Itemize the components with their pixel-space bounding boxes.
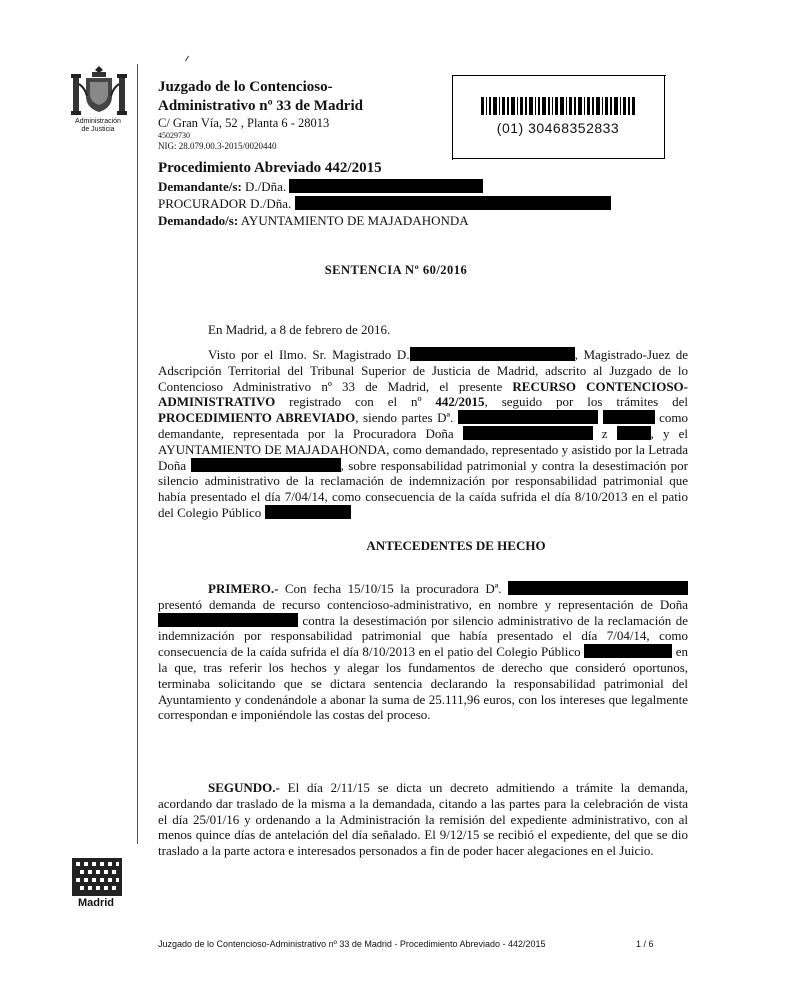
defendant-line <box>158 213 469 229</box>
redacted-name <box>158 613 298 627</box>
procurador-label: PROCURADOR D./Dña. <box>158 196 292 211</box>
barcode-number: (01) 30468352833 <box>496 120 620 136</box>
intro-paragraph: Visto por el Ilmo. Sr. Magistrado D. , Magistrado-Juez de Adscripción Territorial del Tribunal Superior de Justicia de Madrid, adscrito al Juzgado de lo Contencioso Administrativo nº 33 de Madrid, el presente RECURSO CONTENCIOSO-ADMINISTRATIVO registrado con el nº 442/2015, seguido por los trámites del PROCEDIMIENTO ABREVIADO, siendo partes Dª. como demandante, representada por la Procuradora Doña z , y el AYUNTAMIENTO DE MAJADAHONDA, como demandado, representado y asistido por la Letrada Doña , sobre responsabilidad patrimonial y contra la desestimación por silencio administrativo de la reclamación de indemnización por responsabilidad patrimonial que había presentado el día 7/04/14, como consecuencia de la caída sufrida el día 8/10/2013 en el patio del Colegio Público <box>158 347 689 520</box>
sentence-title: SENTENCIA Nº 60/2016 <box>324 263 468 277</box>
segundo-paragraph: SEGUNDO.- El día 2/11/15 se dicta un decreto admitiendo a trámite la demanda, acordando dar traslado de la misma a la demandada, citando a las partes para la celebración de vista el día 25/01/16 y ordenando a la Administración la remisión del expediente administrativo, con al menos quince días de antelación del día señalado. El 9/12/15 se recibió el expediente, del que se dio traslado a la parte actora e interesados personados a fin de poder hacer alegaciones en el Juicio. <box>158 780 688 859</box>
plaintiff-value: D./Dña. <box>245 179 287 194</box>
madrid-logo-icon <box>72 858 122 896</box>
scan-mark <box>185 56 189 62</box>
redacted-name <box>508 581 688 595</box>
barcode-box-edge <box>664 75 665 159</box>
redacted-name <box>458 410 598 424</box>
primero-paragraph: PRIMERO.- Con fecha 15/10/15 la procuradora Dª. presentó demanda de recurso contencioso-administrativo, en nombre y representación de Doña contra la desestimación por silencio administrativo de la reclamación de indemnización por responsabilidad patrimonial que había presentado el día 7/04/14, como consecuencia de la caída sufrida el día 8/10/2013 en el patio del Colegio Público en la que, tras referir los hechos y alegar los fundamentos de derecho que consideró oportunos, terminaba solicitando que se dictara sentencia declarando la responsabilidad patrimonial del Ayuntamiento y condenándole a abonar la suma de 25.111,96 euros, con los intereses que legalmente correspondan e imponiéndole las costas del proceso. <box>158 581 688 723</box>
redacted-name <box>603 410 655 424</box>
barcode-icon <box>481 97 635 115</box>
admin-justicia-label: Administración de Justicia <box>75 118 121 133</box>
page-footer: Juzgado de lo Contencioso-Administrativo nº 33 de Madrid - Procedimiento Abreviado - 442/2015 <box>158 939 546 949</box>
plaintiff-line <box>158 179 483 195</box>
redacted-name <box>191 458 341 472</box>
redacted-name <box>584 644 672 658</box>
redacted-name <box>463 426 593 440</box>
procurador-line <box>158 196 611 212</box>
barcode-box <box>452 75 666 160</box>
redacted-name <box>295 196 611 210</box>
nig-number: NIG: 28.079.00.3-2015/0020440 <box>158 141 277 151</box>
section-heading: ANTECEDENTES DE HECHO <box>366 538 546 553</box>
court-code: 45029730 <box>158 131 190 140</box>
madrid-label: Madrid <box>77 897 115 909</box>
redacted-name <box>617 426 651 440</box>
page-number: 1 / 6 <box>636 939 654 949</box>
procedure-title: Procedimiento Abreviado 442/2015 <box>158 160 382 176</box>
margin-rule <box>137 64 138 844</box>
court-name: Juzgado de lo Contencioso- Administrativo nº 33 de Madrid <box>158 79 363 114</box>
redacted-name <box>410 347 575 361</box>
date-line: En Madrid, a 8 de febrero de 2016. <box>208 322 391 337</box>
coat-of-arms-icon <box>68 64 130 118</box>
plaintiff-label: Demandante/s: <box>158 179 242 194</box>
defendant-value: AYUNTAMIENTO DE MAJADAHONDA <box>240 213 469 228</box>
barcode-box-edge <box>452 158 665 159</box>
redacted-name <box>289 179 483 193</box>
defendant-label: Demandado/s: <box>158 213 239 228</box>
redacted-name <box>265 505 351 519</box>
court-address: C/ Gran Vía, 52 , Planta 6 - 28013 <box>158 116 330 130</box>
